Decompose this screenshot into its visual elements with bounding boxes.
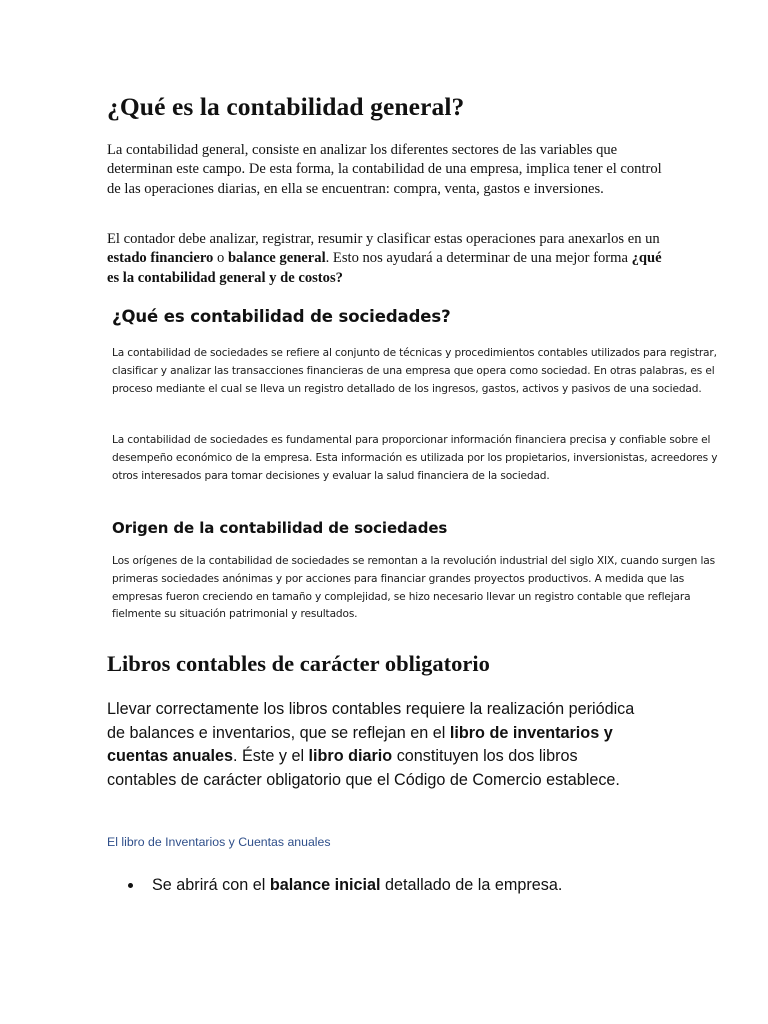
text-segment: detallado de la empresa.: [380, 876, 563, 894]
paragraph-contador: [107, 230, 667, 288]
bold-balance-inicial: balance inicial: [269, 876, 381, 894]
text-segment: . Esto nos ayudará a determinar de una mejor forma: [325, 250, 632, 267]
image-paragraph-3: Los orígenes de la contabilidad de sociedades se remontan a la revolución industrial del siglo XIX, cuando surgen las primeras sociedades anónimas y por acciones para financiar grandes proyectos productivos. A medida que las empresas fueron creciendo en tamaño y complejidad, se hizo necesario llevar un registro contable que reflejara fielmente su situación patrimonial y resultados.: [112, 555, 715, 621]
image-heading-origen: Origen de la contabilidad de sociedades: [112, 519, 448, 537]
text-segment: Se abrirá con el: [152, 876, 270, 894]
bullet-list: [107, 873, 562, 897]
text-segment: . Éste y el: [232, 747, 309, 766]
heading-contabilidad-general: ¿Qué es la contabilidad general?: [107, 92, 465, 121]
text-segment: o: [213, 250, 228, 267]
bold-question-link: ¿qué es la contabilidad general y de costos?: [107, 250, 662, 286]
image-paragraph-2: La contabilidad de sociedades es fundamental para proporcionar información financiera precisa y confiable sobre el desempeño económico de la empresa. Esta información es utilizada por los propietarios, inversionistas, acreedores y otros interesados para tomar decisiones y evaluar la salud financiera de la sociedad.: [112, 434, 718, 482]
bold-libro-diario: libro diario: [308, 747, 393, 766]
image-heading-sociedades: ¿Qué es contabilidad de sociedades?: [112, 307, 451, 326]
text-segment: El contador debe analizar, registrar, resumir y clasificar estas operaciones para anexarlos en un: [107, 231, 660, 247]
image-paragraph-1: La contabilidad de sociedades se refiere al conjunto de técnicas y procedimientos contables utilizados para registrar, clasificar y analizar las transacciones financieras de una empresa que opera como sociedad. En otras palabras, es el proceso mediante el cual se lleva un registro detallado de los ingresos, gastos, activos y pasivos de una sociedad.: [112, 347, 717, 395]
bold-libro-inventarios: libro de inventarios y cuentas anuales: [107, 723, 613, 766]
bullet-icon: [128, 883, 133, 888]
text-segment: constituyen los dos libros contables de carácter obligatorio que el Código de Comercio establece.: [107, 747, 620, 789]
link-libro-inventarios[interactable]: El libro de Inventarios y Cuentas anuales: [107, 835, 331, 849]
bold-balance-general: balance general: [227, 250, 326, 267]
paragraph-libros: [107, 698, 647, 792]
heading-libros-contables: Libros contables de carácter obligatorio: [107, 651, 490, 676]
text-segment: Llevar correctamente los libros contables requiere la realización periódica de balances e inventarios, que se reflejan en el: [107, 700, 635, 742]
list-item: [107, 873, 562, 897]
paragraph-intro: La contabilidad general, consiste en analizar los diferentes sectores de las variables que determinan este campo. De esta forma, la contabilidad de una empresa, implica tener el control de las operaciones diarias, en ella se encuentran: compra, venta, gastos e inversiones.: [107, 142, 662, 197]
bold-estado-financiero: estado financiero: [107, 250, 214, 267]
